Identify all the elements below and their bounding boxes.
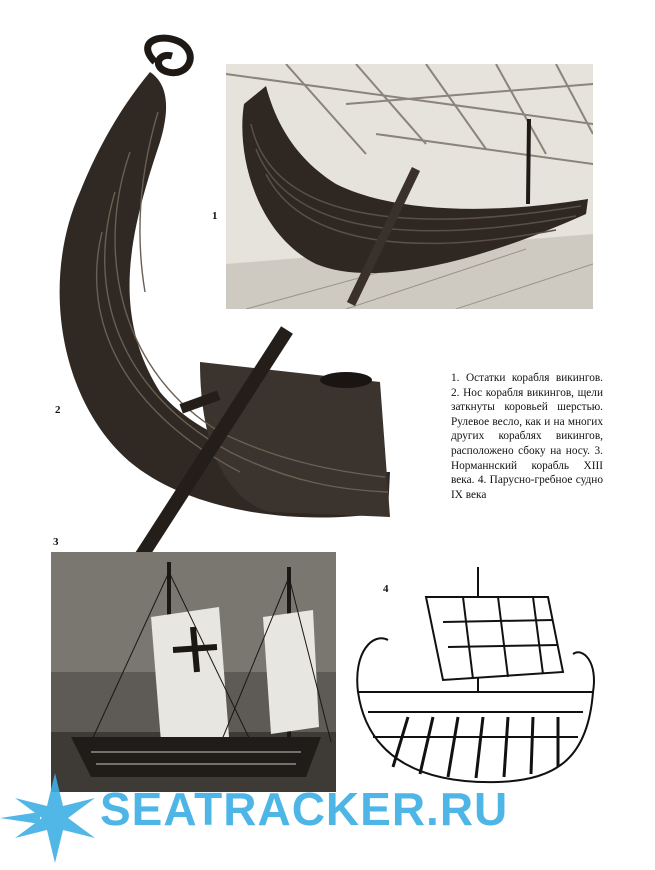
figure-4-number: 4 xyxy=(383,583,389,595)
figure-3-number: 3 xyxy=(53,536,59,548)
figure-4-sail-rowing-vessel-drawing xyxy=(348,562,598,787)
figure-2-viking-prow-photo xyxy=(40,32,392,592)
figure-1-number: 1 xyxy=(212,210,218,222)
figure-2-number: 2 xyxy=(55,404,61,416)
figure-3-norman-ship-image xyxy=(51,552,336,792)
watermark-text: SEATRACKER.RU xyxy=(100,783,509,835)
figure-caption: 1. Остатки корабля викингов. 2. Нос корабля викингов, щели заткнуты коровьей шерстью. Рулевое весло, как и на многих других кораблях викингов, расположено сбоку на носу. 3. Норманнский корабль XIII века. 4. Парусно-гребное судно IX века xyxy=(451,372,603,501)
